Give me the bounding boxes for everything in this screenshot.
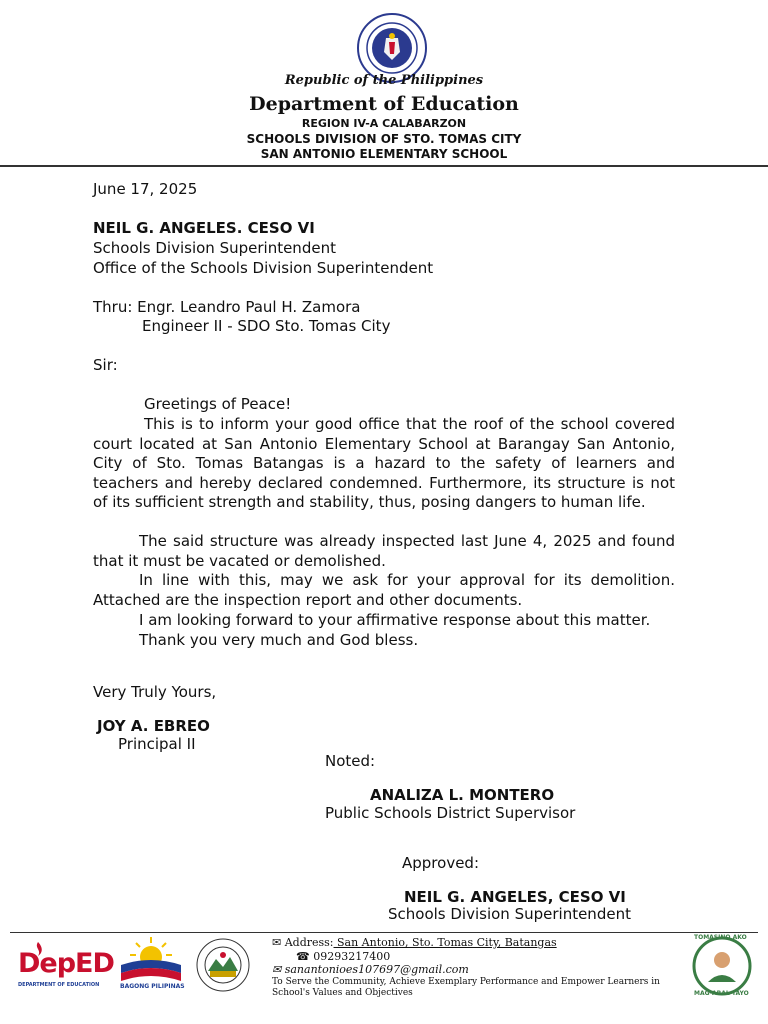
- approved-name: NEIL G. ANGELES, CESO VI: [404, 888, 626, 906]
- noted-title: Public Schools District Supervisor: [325, 804, 576, 822]
- email-line: [272, 963, 469, 976]
- header-department: Department of Education: [249, 93, 519, 115]
- tomasino-logo-bottom: MAG-ARAL TAYO: [694, 990, 749, 997]
- deped-logo-sub: DEPARTMENT OF EDUCATION: [18, 982, 100, 988]
- signer-name: JOY A. EBREO: [97, 717, 210, 735]
- thru-title: Engineer II - SDO Sto. Tomas City: [142, 317, 391, 335]
- paragraph-5: Thank you very much and God bless.: [139, 631, 419, 649]
- paragraph-3: In line with this, may we ask for your approval for its demolition. Attached are the inspection report and other documents.: [93, 571, 675, 609]
- tomasino-logo: [686, 934, 758, 998]
- addressee-title: Schools Division Superintendent: [93, 239, 336, 257]
- bagong-pilipinas-text: BAGONG PILIPINAS: [120, 983, 185, 990]
- mail-icon: ✉: [272, 936, 282, 949]
- phone-icon: ☎: [296, 950, 310, 963]
- addressee-name: NEIL G. ANGELES. CESO VI: [93, 219, 315, 237]
- email-icon: ✉: [272, 963, 282, 976]
- paragraph-2: The said structure was already inspected last June 4, 2025 and found that it must be vacated or demolished.: [93, 532, 675, 570]
- header-divider: [0, 165, 768, 167]
- signer-title: Principal II: [118, 735, 196, 753]
- deped-logo: [18, 938, 114, 992]
- paragraph-4: I am looking forward to your affirmative response about this matter.: [139, 611, 651, 629]
- salutation: Sir:: [93, 356, 118, 374]
- school-seal: [190, 937, 256, 993]
- address-line: [272, 936, 557, 949]
- approved-title: Schools Division Superintendent: [388, 905, 631, 923]
- closing: Very Truly Yours,: [93, 683, 217, 701]
- paragraph-1: This is to inform your good office that the roof of the school covered court located at San Antonio Elementary School at Barangay San Antonio, City of Sto. Tomas Batangas is a hazard to the safety of learners and teachers and hereby declared condemned. Furthermore, its structure is not of its sufficient strength and stability, thus, posing dangers to human life.: [93, 415, 675, 511]
- header-school: SAN ANTONIO ELEMENTARY SCHOOL: [260, 147, 508, 161]
- footer-divider: [10, 932, 758, 933]
- approved-label: Approved:: [402, 854, 479, 872]
- email-address[interactable]: sanantonioes107697@gmail.com: [284, 963, 469, 976]
- address-label: Address:: [284, 936, 334, 949]
- mission-statement: To Serve the Community, Achieve Exemplary Performance and Empower Learners in School's Values and Objectives: [272, 977, 660, 998]
- deped-logo-text: DepED: [18, 948, 114, 979]
- noted-name: ANALIZA L. MONTERO: [370, 786, 555, 804]
- header-republic: Republic of the Philippines: [284, 73, 484, 88]
- tomasino-logo-top: TOMASINO AKO: [694, 934, 747, 941]
- addressee-office: Office of the Schools Division Superintendent: [93, 259, 434, 277]
- header-division: SCHOOLS DIVISION OF STO. TOMAS CITY: [246, 132, 522, 146]
- bagong-pilipinas-logo: [116, 935, 186, 993]
- header-region: REGION IV-A CALABARZON: [301, 117, 467, 130]
- letter-date: June 17, 2025: [93, 180, 198, 198]
- thru-line: Thru: Engr. Leandro Paul H. Zamora: [93, 298, 361, 316]
- phone-number: 09293217400: [313, 950, 391, 963]
- greeting: Greetings of Peace!: [144, 395, 292, 413]
- address-value: San Antonio, Sto. Tomas City, Batangas: [333, 936, 557, 949]
- phone-line: [296, 950, 390, 963]
- noted-label: Noted:: [325, 752, 376, 770]
